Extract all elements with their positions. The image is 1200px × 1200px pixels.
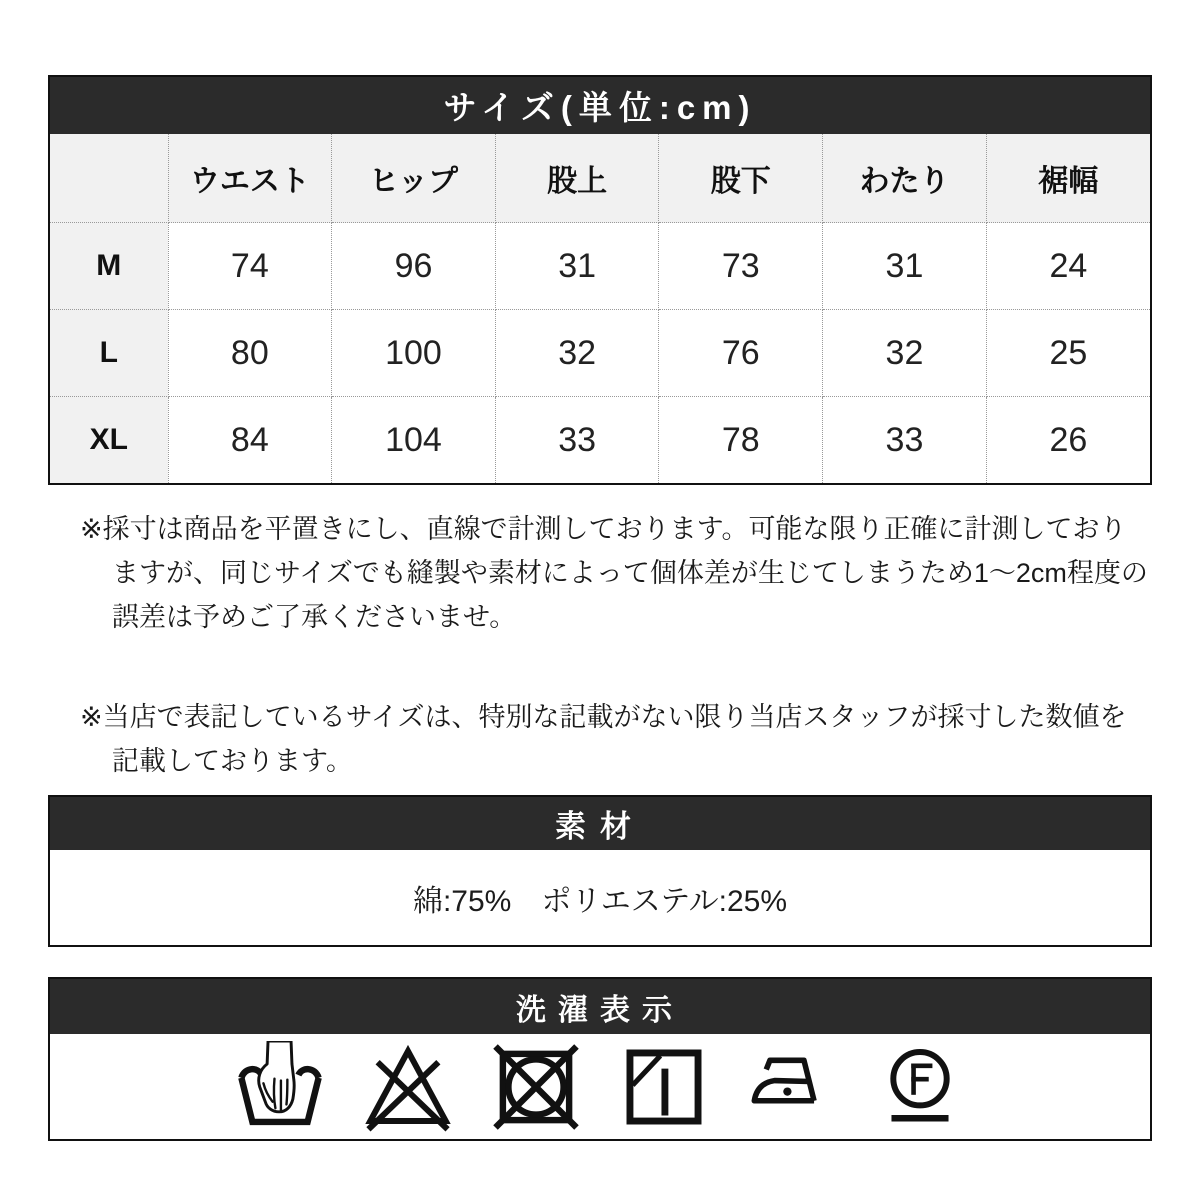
care-section [48,977,1152,1141]
size-label: M [50,223,168,310]
size-value: 26 [986,397,1150,484]
size-value: 73 [659,223,823,310]
size-value: 78 [659,397,823,484]
table-row-l [50,310,1150,397]
size-table [50,134,1150,483]
do-not-tumble-dry-icon [490,1041,582,1133]
size-value: 33 [495,397,659,484]
size-value: 31 [495,223,659,310]
size-table-corner-cell [50,134,168,223]
size-section-header [50,77,1150,134]
table-row-m [50,223,1150,310]
size-value: 32 [495,310,659,397]
material-section-title: 素材 [555,809,645,844]
do-not-bleach-icon [362,1041,454,1133]
material-body [50,850,1150,945]
size-value: 25 [986,310,1150,397]
column-header-rise: 股上 [495,134,659,223]
size-value: 80 [168,310,332,397]
size-value: 33 [823,397,987,484]
size-value: 84 [168,397,332,484]
column-header-waist: ウエスト [168,134,332,223]
material-composition: 綿:75% ポリエステル:25% [412,884,788,918]
size-label: L [50,310,168,397]
table-row-xl [50,397,1150,484]
gentle-dry-clean-F-icon [874,1041,966,1133]
size-value: 104 [332,397,496,484]
hand-wash-icon [234,1041,326,1133]
size-value: 96 [332,223,496,310]
size-table-header-row [50,134,1150,223]
measurement-note: ※採寸は商品を平置きにし、直線で計測しております。可能な限り正確に計測しておりますが、同じサイズでも縫製や素材によって個体差が生じてしまうため1〜2cm程度の誤差は予めご了承くださいませ。 [80,514,1148,632]
care-symbols [50,1034,1150,1139]
size-section [48,75,1152,485]
material-section-header [50,797,1150,850]
size-value: 74 [168,223,332,310]
line-dry-in-shade-icon [618,1041,710,1133]
iron-low-heat-icon [746,1041,838,1133]
material-section [48,795,1152,947]
column-header-thigh: わたり [823,134,987,223]
column-header-inseam: 股下 [659,134,823,223]
column-header-hem: 裾幅 [986,134,1150,223]
size-value: 31 [823,223,987,310]
size-value: 100 [332,310,496,397]
column-header-hip: ヒップ [332,134,496,223]
care-section-header [50,979,1150,1034]
sizing-note: ※当店で表記しているサイズは、特別な記載がない限り当店スタッフが採寸した数値を記載しております。 [80,702,1127,776]
size-value: 24 [986,223,1150,310]
size-value: 76 [659,310,823,397]
size-value: 32 [823,310,987,397]
size-section-title: サイズ(単位:cm) [443,89,757,126]
size-label: XL [50,397,168,484]
care-section-title: 洗濯表示 [516,993,684,1027]
